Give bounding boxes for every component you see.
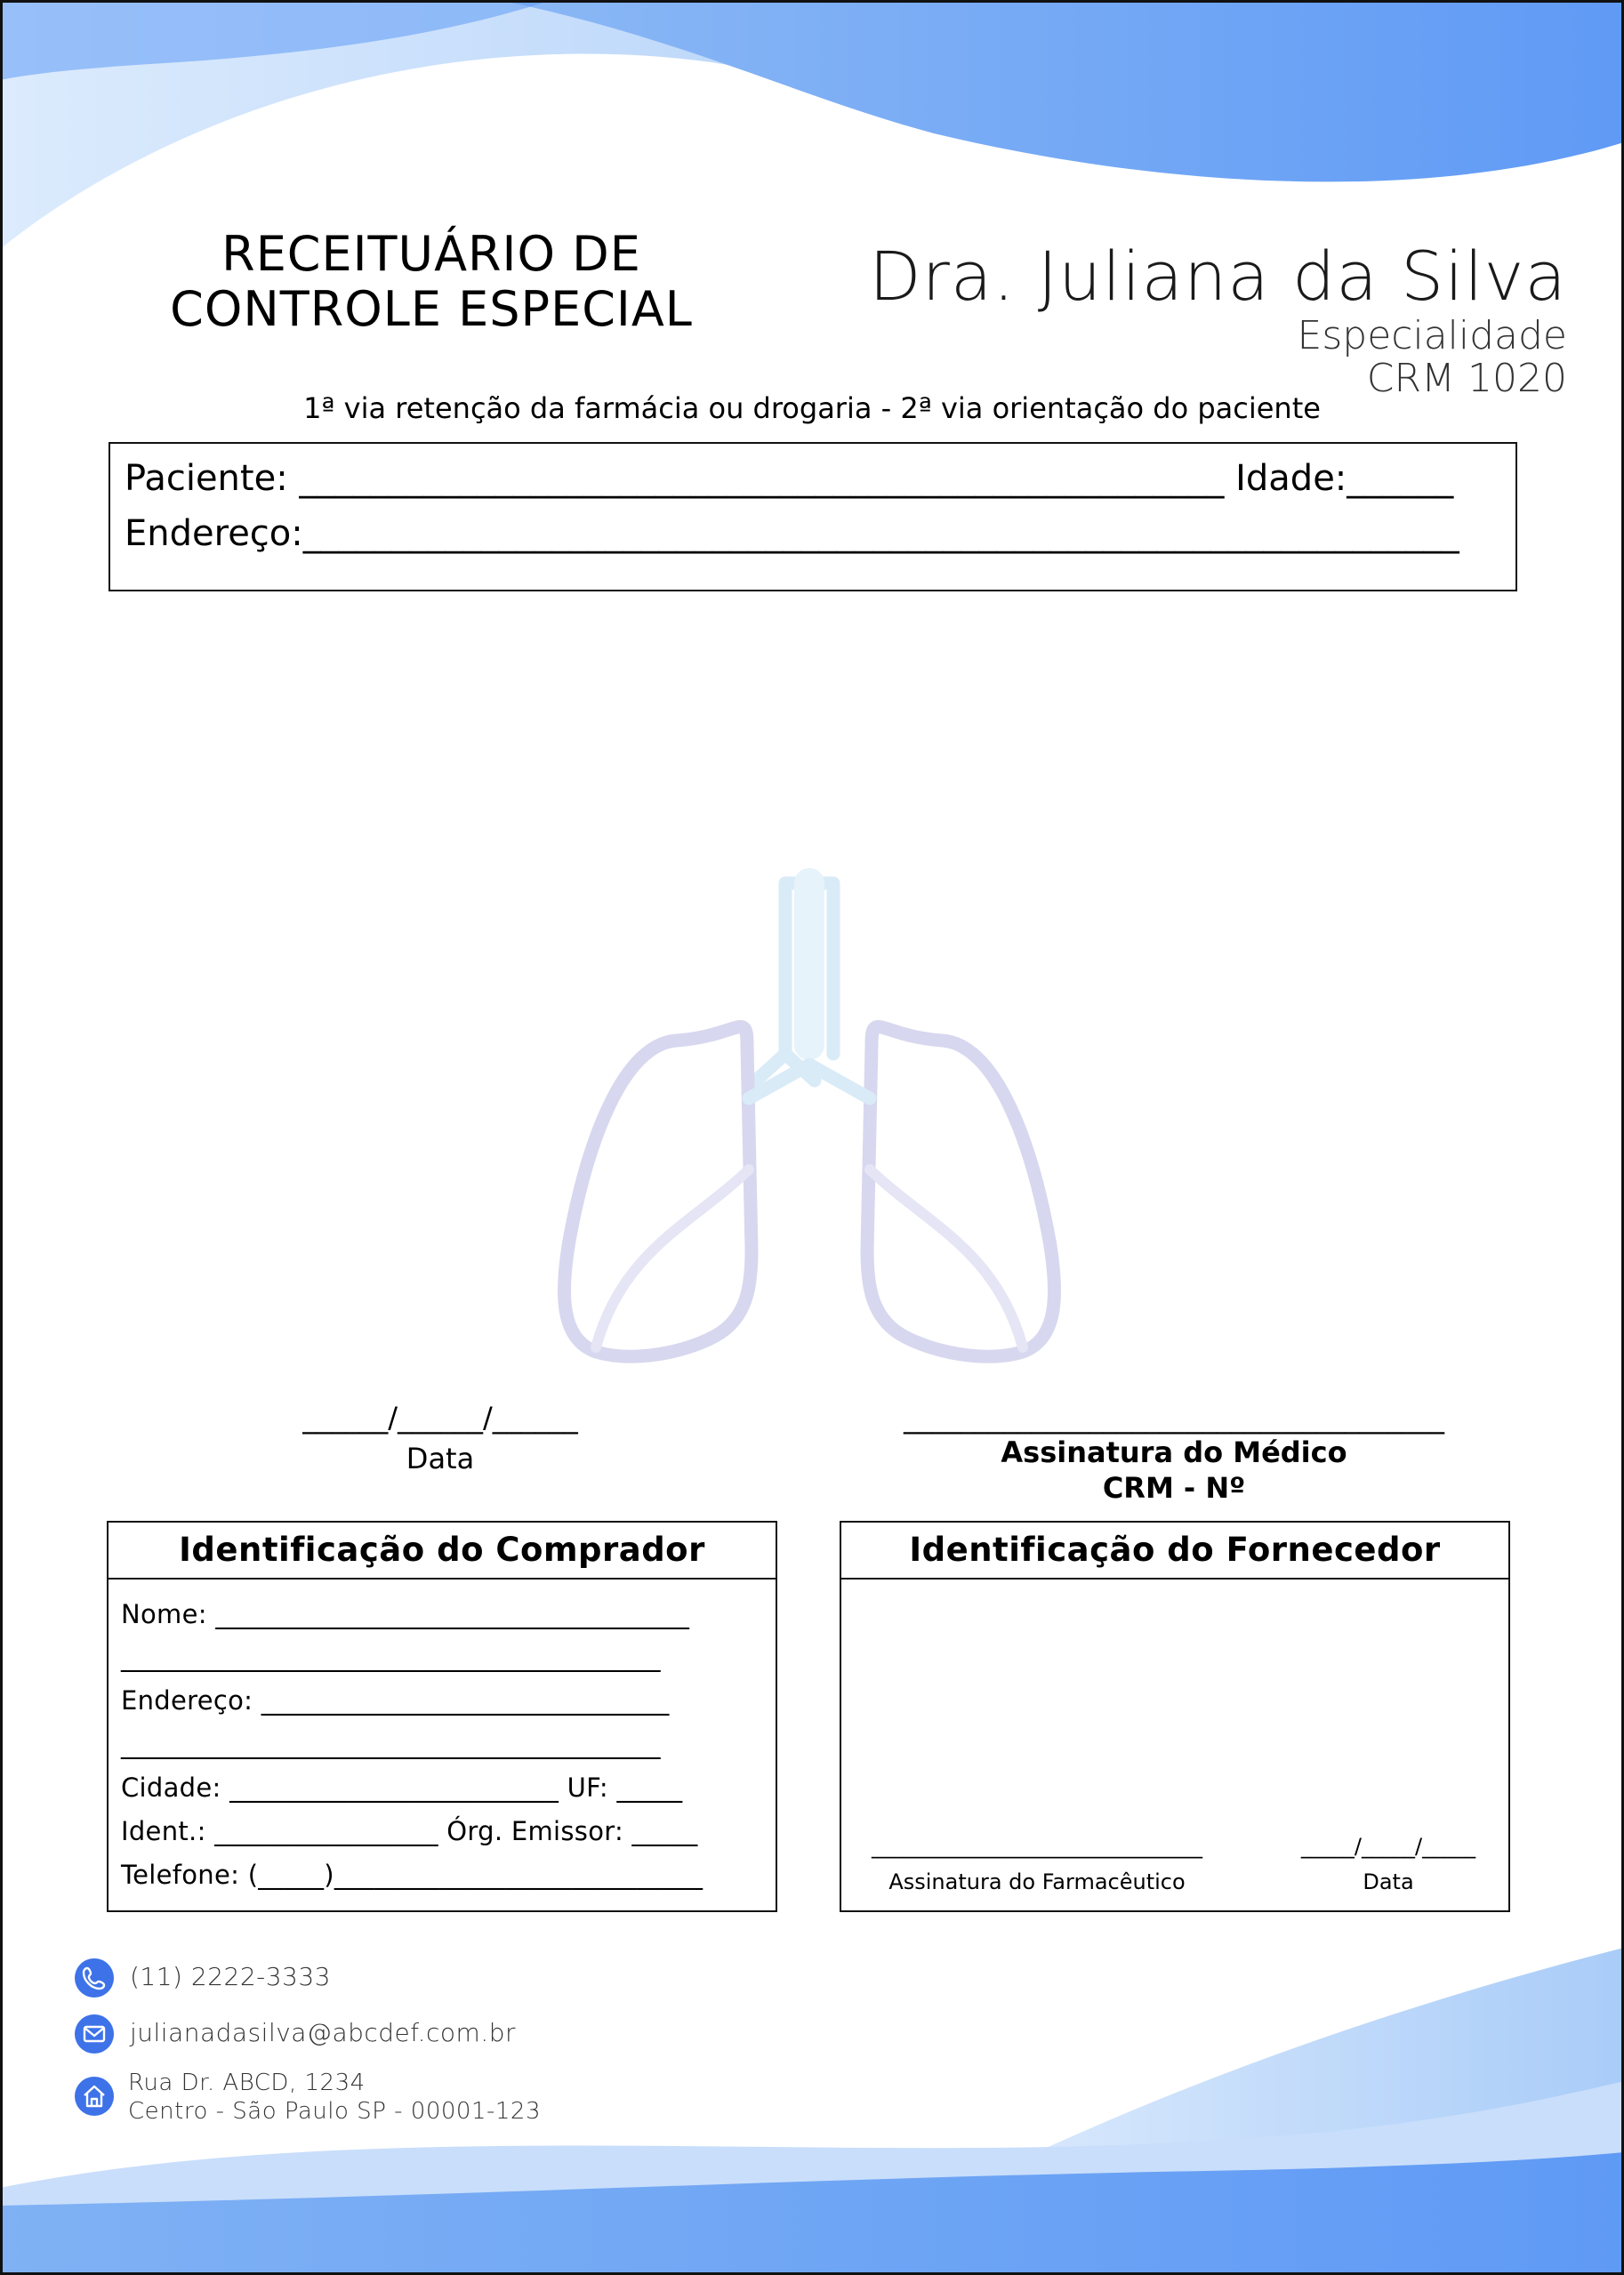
- crm-number-label: CRM - Nº: [1102, 1471, 1246, 1505]
- supplier-title: Identificação do Fornecedor: [841, 1523, 1508, 1580]
- home-icon: [75, 2077, 114, 2116]
- supplier-date: [1277, 1834, 1499, 1894]
- patient-name-line: Paciente: ____________________________________________________ Idade:______: [125, 458, 1454, 499]
- supplier-box: [840, 1521, 1510, 1912]
- contact-phone-text: (11) 2222-3333: [130, 1962, 331, 1991]
- title-line-2: CONTROLE ESPECIAL: [170, 281, 693, 337]
- lungs-icon: [498, 867, 1121, 1401]
- contact-email-text: julianadasilva@abcdef.com.br: [130, 2018, 516, 2047]
- doctor-crm: CRM 1020: [1366, 356, 1567, 401]
- doctor-info: [869, 238, 1567, 400]
- date-blank: ______/______/______: [302, 1401, 578, 1435]
- buyer-name-line-2: _________________________________________: [121, 1642, 661, 1672]
- pharmacist-signature-label: Assinatura do Farmacêutico: [888, 1869, 1186, 1894]
- doctor-specialty: Especialidade: [1297, 313, 1567, 358]
- doctor-signature-section: [854, 1401, 1494, 1506]
- title-line-1: RECEITUÁRIO DE: [221, 226, 641, 282]
- buyer-box: [107, 1521, 777, 1912]
- doctor-name: Dra. Juliana da Silva: [869, 237, 1567, 316]
- buyer-name-line: Nome: ____________________________________: [121, 1599, 690, 1629]
- contact-address-line-1: Rua Dr. ABCD, 1234: [128, 2070, 366, 2096]
- buyer-city-line: Cidade: _________________________ UF: _____: [121, 1773, 683, 1803]
- supplier-date-label: Data: [1363, 1869, 1414, 1894]
- doctor-signature-label: Assinatura do Médico: [1001, 1435, 1347, 1469]
- buyer-title: Identificação do Comprador: [109, 1523, 776, 1580]
- contact-address-line-2: Centro - São Paulo SP - 00001-123: [128, 2098, 541, 2125]
- document-title: [107, 227, 756, 337]
- buyer-ident-line: Ident.: _________________ Órg. Emissor: _____: [121, 1816, 698, 1846]
- patient-address-line: Endereço:_________________________________________________________________: [125, 513, 1459, 554]
- buyer-address-line: Endereço: _______________________________: [121, 1685, 670, 1716]
- pharmacist-signature-line: _______________________________: [872, 1834, 1202, 1859]
- date-section: [267, 1401, 614, 1475]
- patient-box: [109, 442, 1517, 591]
- supplier-date-blank: _____/_____/_____: [1300, 1834, 1476, 1859]
- doctor-signature-line: ______________________________________: [904, 1401, 1444, 1435]
- pharmacist-signature: [859, 1834, 1215, 1894]
- phone-icon: [75, 1958, 114, 1998]
- date-label: Data: [406, 1442, 475, 1475]
- buyer-address-line-2: _________________________________________: [121, 1729, 661, 1759]
- via-instructions: 1ª via retenção da farmácia ou drogaria - 2ª via orientação do paciente: [303, 391, 1321, 425]
- buyer-phone-line: Telefone: (_____)____________________________: [121, 1860, 703, 1890]
- mail-icon: [75, 2014, 114, 2054]
